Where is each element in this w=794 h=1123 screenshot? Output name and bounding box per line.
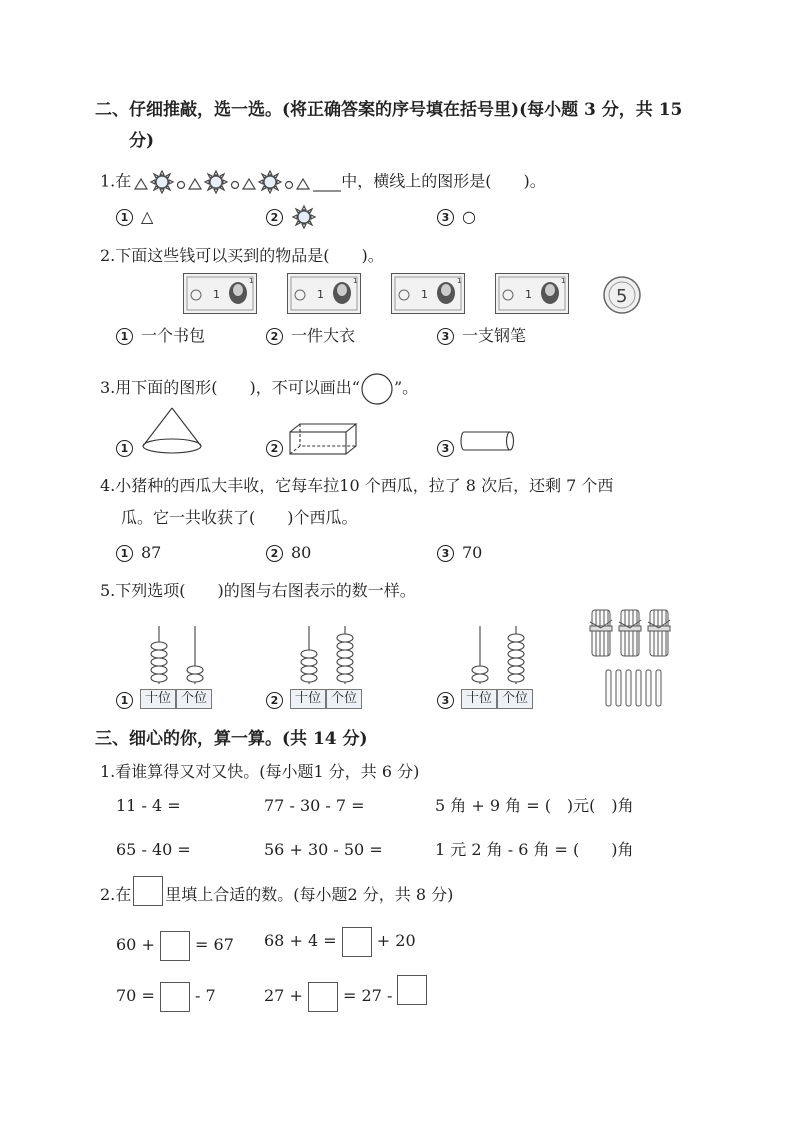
abacus-option-2 <box>290 624 364 706</box>
q4-question-line2: 瓜。它一共收获了( )个西瓜。 <box>121 508 358 527</box>
calc-2-1: 65 - 40 = <box>116 840 191 859</box>
q3-option-1[interactable] <box>116 438 141 458</box>
fill-2 <box>264 926 416 957</box>
part2-suffix: 里填上合适的数。(每小题2 分，共 8 分) <box>165 885 454 904</box>
q2-question: 2.下面这些钱可以买到的物品是( )。 <box>100 246 384 265</box>
q1-option-3[interactable] <box>437 207 476 227</box>
option-number: 1 <box>116 692 133 709</box>
q3-text-a: 3.用下面的图形( )，不可以画出“ <box>100 378 360 397</box>
option-number: 2 <box>266 692 283 709</box>
abacus-option-1 <box>140 624 214 706</box>
q3-question <box>100 378 418 398</box>
q2-option-2[interactable] <box>266 326 355 346</box>
q3-option-3[interactable] <box>437 438 462 458</box>
section2-title-cont: 分) <box>129 131 155 151</box>
q1-suffix: 中，横线上的图形是( )。 <box>341 171 546 191</box>
ones-label: 个位 <box>176 689 212 709</box>
calc-2-3: 1 元 2 角 - 6 角 = ( )角 <box>435 840 634 859</box>
calc-2-2: 56 + 30 - 50 = <box>264 840 383 859</box>
q5-question: 5.下列选项( )的图与右图表示的数一样。 <box>100 581 416 600</box>
fill-1 <box>116 930 234 961</box>
abacus-option-3 <box>461 624 535 706</box>
q4-question-line1: 4.小猪种的西瓜大丰收，它每车拉10 个西瓜，拉了 8 次后，还剩 7 个西 <box>100 476 614 495</box>
abacus-rods-icon <box>140 624 214 684</box>
tens-label: 十位 <box>290 689 326 709</box>
section2-title: 二、仔细推敲，选一选。(将正确答案的序号填在括号里)(每小题 3 分，共 15 <box>95 100 683 120</box>
option-number: 1 <box>116 440 133 457</box>
option-number: 3 <box>437 440 454 457</box>
svg-text:1: 1 <box>249 277 254 285</box>
q2-option-3[interactable] <box>437 326 526 346</box>
fill-3-right: - 7 <box>195 986 216 1005</box>
answer-box-sample <box>133 876 163 906</box>
abacus-rods-icon <box>290 624 364 684</box>
option-number: 3 <box>437 209 454 226</box>
fill-2-right: + 20 <box>376 931 416 950</box>
q1-option-2[interactable] <box>266 204 317 230</box>
section3-title: 三、细心的你，算一算。(共 14 分) <box>95 729 368 749</box>
cone-icon <box>140 406 204 456</box>
answer-box[interactable] <box>308 982 338 1012</box>
q4-option-2[interactable] <box>266 543 311 563</box>
answer-box[interactable] <box>397 975 427 1005</box>
cuboid-icon <box>288 422 358 456</box>
option-text: 80 <box>291 543 312 562</box>
q5-option-3[interactable] <box>437 690 462 710</box>
coin-icon <box>602 275 642 315</box>
q4-option-1[interactable] <box>116 543 161 563</box>
q4-option-3[interactable] <box>437 543 482 563</box>
option-text: 一个书包 <box>141 326 206 345</box>
option-number: 3 <box>437 328 454 345</box>
tens-label: 十位 <box>461 689 497 709</box>
part2-title <box>100 885 453 906</box>
option-number: 1 <box>116 209 133 226</box>
option-text: ○ <box>462 207 476 226</box>
circle-shape-icon <box>360 372 394 406</box>
option-number: 2 <box>266 440 283 457</box>
fill-2-left: 68 + 4 = <box>264 931 337 950</box>
tens-label: 十位 <box>140 689 176 709</box>
svg-text:1: 1 <box>213 288 220 301</box>
option-text: △ <box>141 207 154 226</box>
counting-sticks-icon <box>586 606 682 710</box>
part1-title: 1.看谁算得又对又快。(每小题1 分，共 6 分) <box>100 762 420 781</box>
q1-option-1[interactable] <box>116 207 153 227</box>
option-text: 一件大衣 <box>291 326 356 345</box>
option-number: 2 <box>266 545 283 562</box>
answer-box[interactable] <box>160 931 190 961</box>
q5-option-1[interactable] <box>116 690 141 710</box>
answer-box[interactable] <box>160 982 190 1012</box>
answer-box[interactable] <box>342 927 372 957</box>
option-number: 1 <box>116 328 133 345</box>
option-text: 一支钢笔 <box>462 326 527 345</box>
one-yuan-notes-icon <box>183 273 583 315</box>
fill-4-left: 27 + <box>264 986 303 1005</box>
option-number: 3 <box>437 692 454 709</box>
ones-label: 个位 <box>497 689 533 709</box>
q1-shape-sequence <box>131 170 341 194</box>
fill-3 <box>116 981 216 1012</box>
fill-4-mid: = 27 - <box>343 986 393 1005</box>
banknotes <box>183 273 583 320</box>
fill-3-left: 70 = <box>116 986 155 1005</box>
q2-option-1[interactable] <box>116 326 205 346</box>
option-text: 70 <box>462 543 483 562</box>
fill-1-left: 60 + <box>116 935 155 954</box>
option-number: 2 <box>266 209 283 226</box>
q1-question <box>100 170 546 194</box>
fill-1-right: = 67 <box>195 935 234 954</box>
calc-1-1: 11 - 4 = <box>116 796 181 815</box>
coin-value: 5 <box>616 286 628 307</box>
part2-prefix: 2.在 <box>100 885 132 904</box>
abacus-rods-icon <box>461 624 535 684</box>
five-jiao-coin <box>602 275 642 320</box>
fill-4 <box>264 981 427 1012</box>
option-number: 2 <box>266 328 283 345</box>
option-number: 3 <box>437 545 454 562</box>
cylinder-icon <box>460 430 516 452</box>
q1-prefix: 1.在 <box>100 171 132 191</box>
q3-text-b: ”。 <box>393 378 419 397</box>
q5-option-2[interactable] <box>266 690 291 710</box>
calc-1-3: 5 角 + 9 角 = ( )元( )角 <box>435 796 634 815</box>
ones-label: 个位 <box>326 689 362 709</box>
option-text: 87 <box>141 543 162 562</box>
sun-shape-icon <box>291 204 317 230</box>
option-number: 1 <box>116 545 133 562</box>
calc-1-2: 77 - 30 - 7 = <box>264 796 365 815</box>
